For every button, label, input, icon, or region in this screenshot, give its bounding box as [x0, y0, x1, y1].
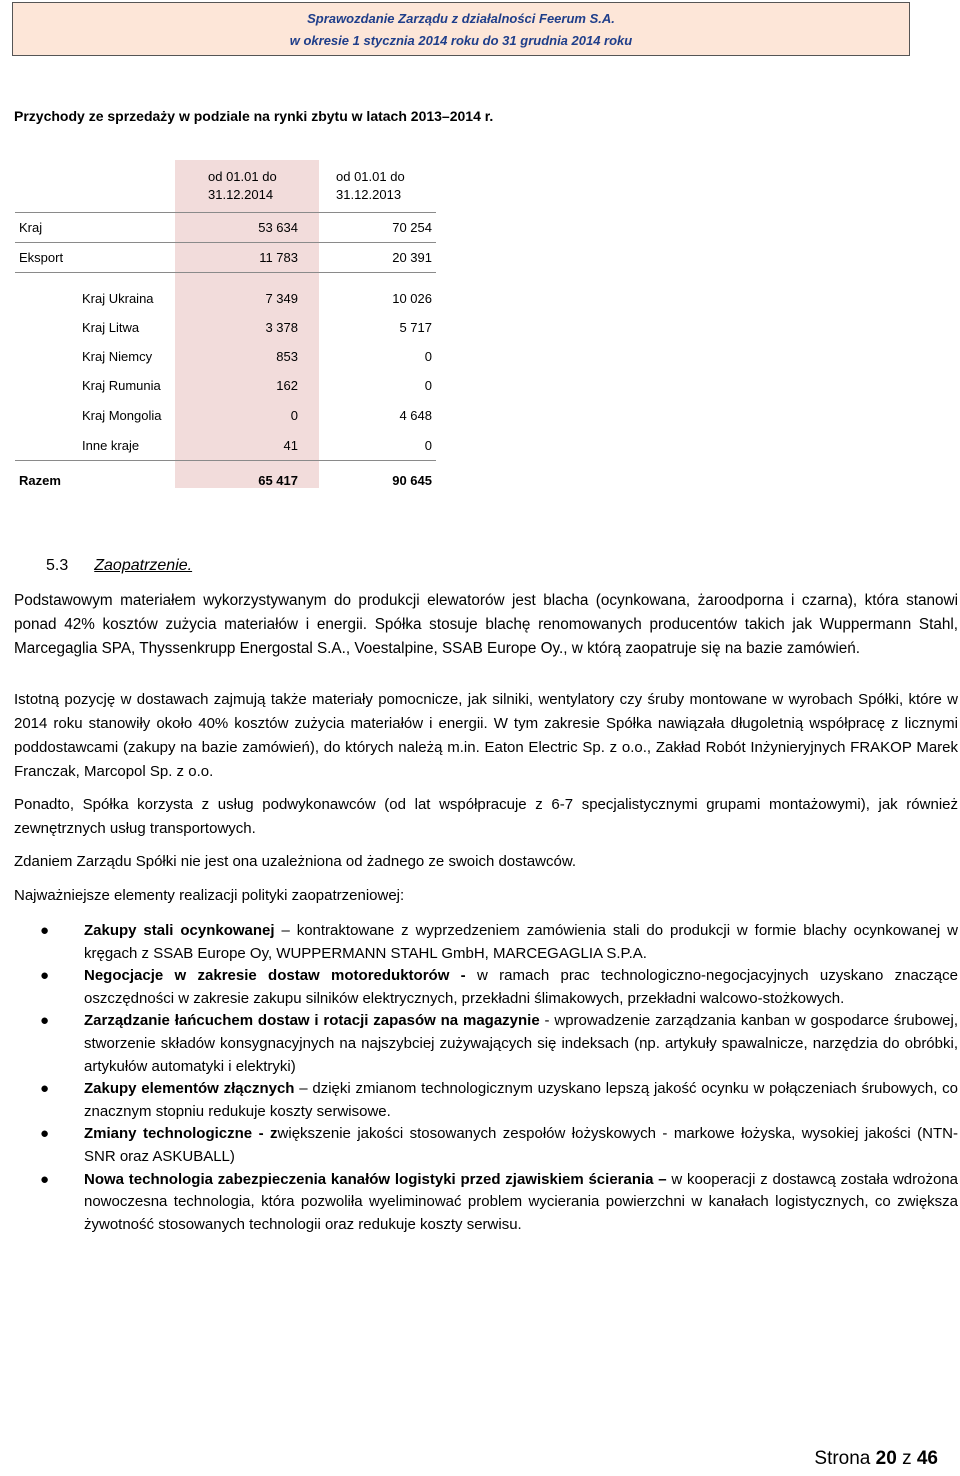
list-item: ● Zakupy elementów złącznych – dzięki zmianom technologicznym uzyskano lepszą jakość ocynku w połączeniach śrubowych, co znacznym stopniu redukuje koszty serwisowe.: [40, 1080, 958, 1120]
section-number: 5.3: [46, 557, 69, 574]
page-number: Strona 20 z 46: [814, 1448, 938, 1469]
paragraph-2: Istotną pozycję w dostawach zajmują także materiały pomocnicze, jak silniki, wentylatory czy śruby montowane w wyrobach Spółki, które w 2014 roku stanowiły około 40% kosztów zużycia materiałów i energii. W tym zakresie Spółka nawiązała długoletnią współpracę z licznymi poddostawcami (zakupy na bazie zamówień), do których należą m.in. Eaton Electric Sp. z o.o., Zakład Robót Inżynieryjnych FRAKOP Marek Franczak, Marcopol Sp. z o.o.: [14, 691, 958, 780]
section-heading: [46, 557, 192, 575]
list-item: ● Zmiany technologiczne - zwiększenie jakości stosowanych zespołów łożyskowych - markowe łożyska, wysokiej jakości (NTN-SNR oraz ASKUBALL): [40, 1125, 959, 1165]
paragraph-4: Zdaniem Zarządu Spółki nie jest ona uzależniona od żadnego ze swoich dostawców.: [14, 853, 577, 870]
table-row: Kraj Rumunia 162 0: [82, 378, 432, 393]
paragraph-1: Podstawowym materiałem wykorzystywanym do produkcji elewatorów jest blacha (ocynkowana, żaroodporna i czarna), która stanowi ponad 42% kosztów zużycia materiałów i energii. Spółka stosuje blachę renomowanych producentów takich jak Wuppermann Stahl, Marcegaglia SPA, Thyssenkrupp Energostal S.A., Voestalpine, SSAB Europe Oy., w którą zaopatruje się na bazie zamówień.: [14, 592, 958, 657]
document-header: [12, 2, 910, 56]
policy-list: [40, 920, 958, 1236]
table-row: Kraj Niemcy 853 0: [82, 349, 432, 364]
section-title: Zaopatrzenie.: [94, 557, 193, 574]
bullet-icon: ●: [40, 1170, 50, 1188]
table-row: Kraj Ukraina 7 349 10 026: [82, 291, 432, 306]
bullet-icon: ●: [40, 1012, 50, 1030]
table-title: Przychody ze sprzedaży w podziale na rynki zbytu w latach 2013–2014 r.: [14, 108, 494, 124]
col-2014-header: od 01.01 do 31.12.2014: [208, 169, 277, 202]
list-item: ● Zakupy stali ocynkowanej – kontraktowane z wyprzedzeniem zamówienia stali do produkcji w formie blachy ocynkowanej w kręgach z SSAB Europe Oy, WUPPERMANN STAHL GmbH, MARCEGAGLIA S.P.A.: [40, 922, 958, 962]
paragraph-3: Ponadto, Spółka korzysta z usług podwykonawców (od lat współpracuje z 6-7 specjalistycznymi grupami montażowymi), jak również zewnętrznych usług transportowych.: [14, 796, 958, 837]
table-row: Inne kraje 41 0: [82, 438, 432, 453]
divider: [15, 460, 436, 461]
list-item: ● Zarządzanie łańcuchem dostaw i rotacji zapasów na magazynie - wprowadzenie zarządzania kanban w gospodarce śrubowej, stworzenie składów konsygnacyjnych na najszybciej zużywających się indeksach (np. artykuły spawalnicze, narzędzia do obróbki, artykułów automatyki i elektryki): [40, 1012, 958, 1075]
table-row: Kraj 53 634 70 254: [19, 220, 432, 235]
list-item: ● Nowa technologia zabezpieczenia kanałów logistyki przed zjawiskiem ścierania – w kooperacji z dostawcą została wdrożona nowoczesna technologia, która pozwoliła wyeliminować problem wycierania powierzchni w kanałach logistycznych, co zwiększa żywotność stosowanych technologii oraz redukuje koszty serwisu.: [40, 1170, 958, 1233]
table-row: Kraj Litwa 3 378 5 717: [82, 320, 432, 335]
table-total-row: Razem 65 417 90 645: [19, 473, 432, 488]
col-2013-header: od 01.01 do 31.12.2013: [336, 169, 405, 202]
bullet-icon: ●: [40, 1080, 50, 1098]
list-item: ● Negocjacje w zakresie dostaw motoreduktorów - w ramach prac technologiczno-negocjacyjnych uzyskano znaczące oszczędności w zakresie zakupu silników elektrycznych, przekładni ślimakowych, przekładni walcowo-stożkowych.: [40, 967, 958, 1007]
bullet-icon: ●: [40, 922, 50, 939]
header-period: w okresie 1 stycznia 2014 roku do 31 grudnia 2014 roku: [289, 33, 633, 48]
bullet-icon: ●: [40, 967, 50, 985]
header-title: Sprawozdanie Zarządu z działalności Feerum S.A.: [307, 11, 615, 26]
table-row: Kraj Mongolia 0 4 648: [82, 408, 432, 423]
paragraph-5: Najważniejsze elementy realizacji polityki zaopatrzeniowej:: [14, 887, 405, 904]
table-row: Eksport 11 783 20 391: [19, 250, 432, 265]
bullet-icon: ●: [40, 1125, 50, 1143]
divider: [15, 272, 436, 273]
